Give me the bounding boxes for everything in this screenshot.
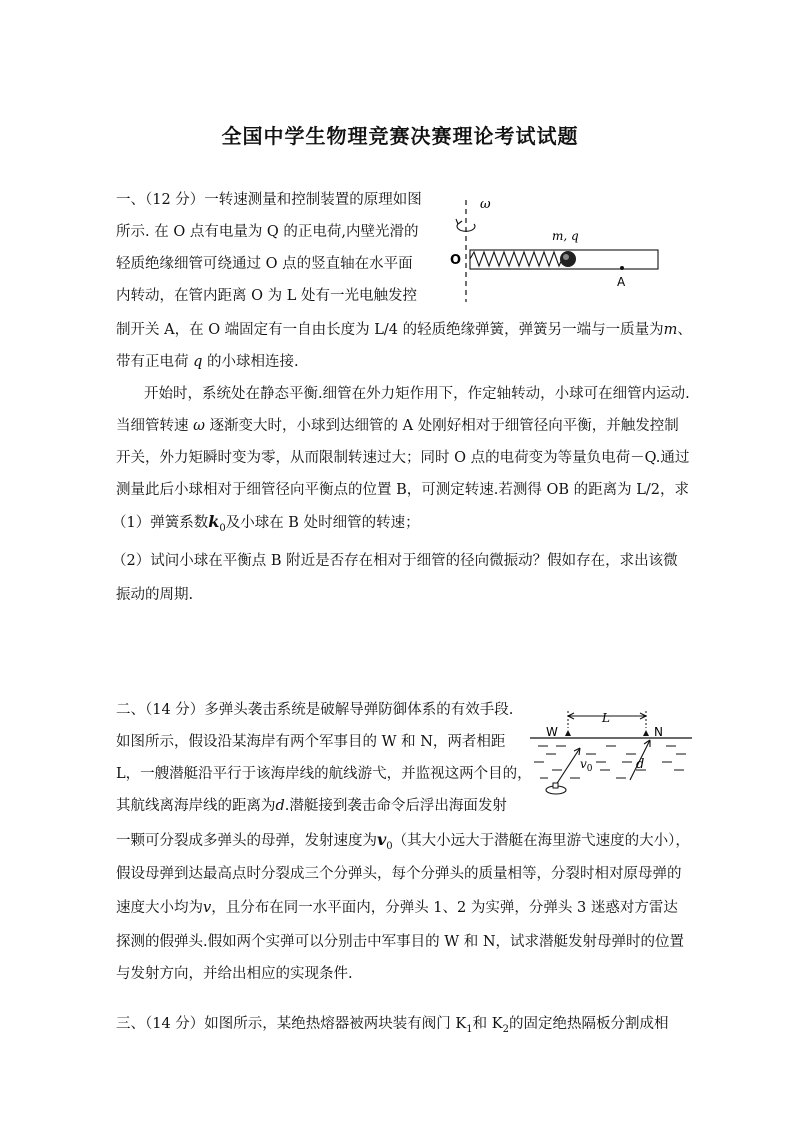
point-a-marker (620, 266, 624, 270)
q1-part-2: （2）试问小球在平衡点 B 附近是否存在相对于细管的径向微振动？假如存在，求出该微 (112, 553, 678, 569)
omega-label: ω (480, 197, 491, 212)
q2-line-3: L，一艘潜艇沿平行于该海岸线的航线游弋，并监视这两个目的， (116, 766, 532, 782)
q1-para2-line-3: 开关，外力矩瞬时变为零，从而限制转速过大；同时 O 点的电荷变为等量负电荷－Q.通过 (116, 450, 690, 466)
q2-line-8: 探测的假弹头.假如两个实弹可以分别击中军事目的 W 和 N，试求潜艇发射母弹时的位置 (116, 934, 685, 950)
q1-part-1: （1）弹簧系数$k_0$及小球在 B 处时细管的转速； (112, 512, 420, 534)
q2-line-7: 速度大小均为v，且分布在同一水平面内，分弹头 1、2 为实弹，分弹头 3 迷惑对方雷达 (116, 900, 678, 916)
q1-line-1: 一、（12 分）一转速测量和控制装置的原理如图 (116, 192, 422, 208)
q1-para2-line-2: 当细管转速 ω 逐渐变大时，小球到达细管的 A 处刚好相对于细管径向平衡，并触发控制 (116, 418, 679, 434)
q1-line-2: 所示. 在 O 点有电量为 Q 的正电荷,内壁光滑的 (116, 224, 419, 240)
sea-waves (534, 746, 686, 778)
q1-para2-line-4: 测量此后小球相对于细管径向平衡点的位置 B，可测定转速.若测得 OB 的距离为 L/2，求 (116, 482, 689, 498)
v0-label: $v_0$ (580, 757, 593, 774)
distance-l-label: L (602, 711, 610, 725)
launch-velocity-arrow (554, 748, 580, 788)
target-n-label: N (654, 725, 663, 739)
page-title: 全国中学生物理竞赛决赛理论考试试题 (221, 124, 579, 148)
point-o-label: O (450, 253, 462, 268)
q1-line-3: 轻质绝缘细管可绕通过 O 点的竖直轴在水平面 (116, 256, 413, 272)
q2-line-4: 其航线离海岸线的距离为d.潜艇接到袭击命令后浮出海面发射 (116, 798, 507, 814)
q2-line-6: 假设母弹到达最高点时分裂成三个分弹头，每个分弹头的质量相等，分裂时相对原母弹的 (116, 866, 682, 882)
q2-line-1: 二、（14 分）多弹头袭击系统是破解导弹防御体系的有效手段. (116, 702, 514, 718)
q3-line-1: 三、（14 分）如图所示，某绝热熔器被两块装有阀门 $K_1$和 $K_2$的固定绝热隔板分割成相 (116, 1016, 669, 1035)
coast-submarine-figure (526, 708, 698, 798)
mass-charge-label: m, q (552, 229, 579, 243)
target-w-marker (565, 730, 571, 736)
q1-para2-line-1: 开始时，系统处在静态平衡.细管在外力矩作用下，作定轴转动，小球可在细管内运动. (144, 386, 690, 402)
q2-line-9: 与发射方向，并给出相应的实现条件. (116, 966, 353, 982)
rotating-tube-figure (446, 192, 666, 307)
q1-part-2-cont: 振动的周期. (116, 587, 194, 603)
q1-line-4: 内转动，在管内距离 O 为 L 处有一光电触发控 (116, 288, 417, 304)
q2-line-2: 如图所示，假设沿某海岸有两个军事目的 W 和 N，两者相距 (116, 734, 506, 750)
q1-line-5: 制开关 A，在 O 端固定有一自由长度为 L/4 的轻质绝缘弹簧，弹簧另一端与一质量为m、 (116, 322, 692, 338)
q1-line-6: 带有正电荷 q 的小球相连接. (116, 354, 299, 370)
distance-d-label: d (636, 757, 645, 772)
target-w-label: W (546, 725, 558, 739)
q2-line-5: 一颗可分裂成多弹头的母弹，发射速度为$v_0$（其大小远大于潜艇在海里游弋速度的大小）， (116, 830, 690, 852)
point-a-label: A (617, 275, 626, 289)
target-n-marker (643, 730, 649, 736)
